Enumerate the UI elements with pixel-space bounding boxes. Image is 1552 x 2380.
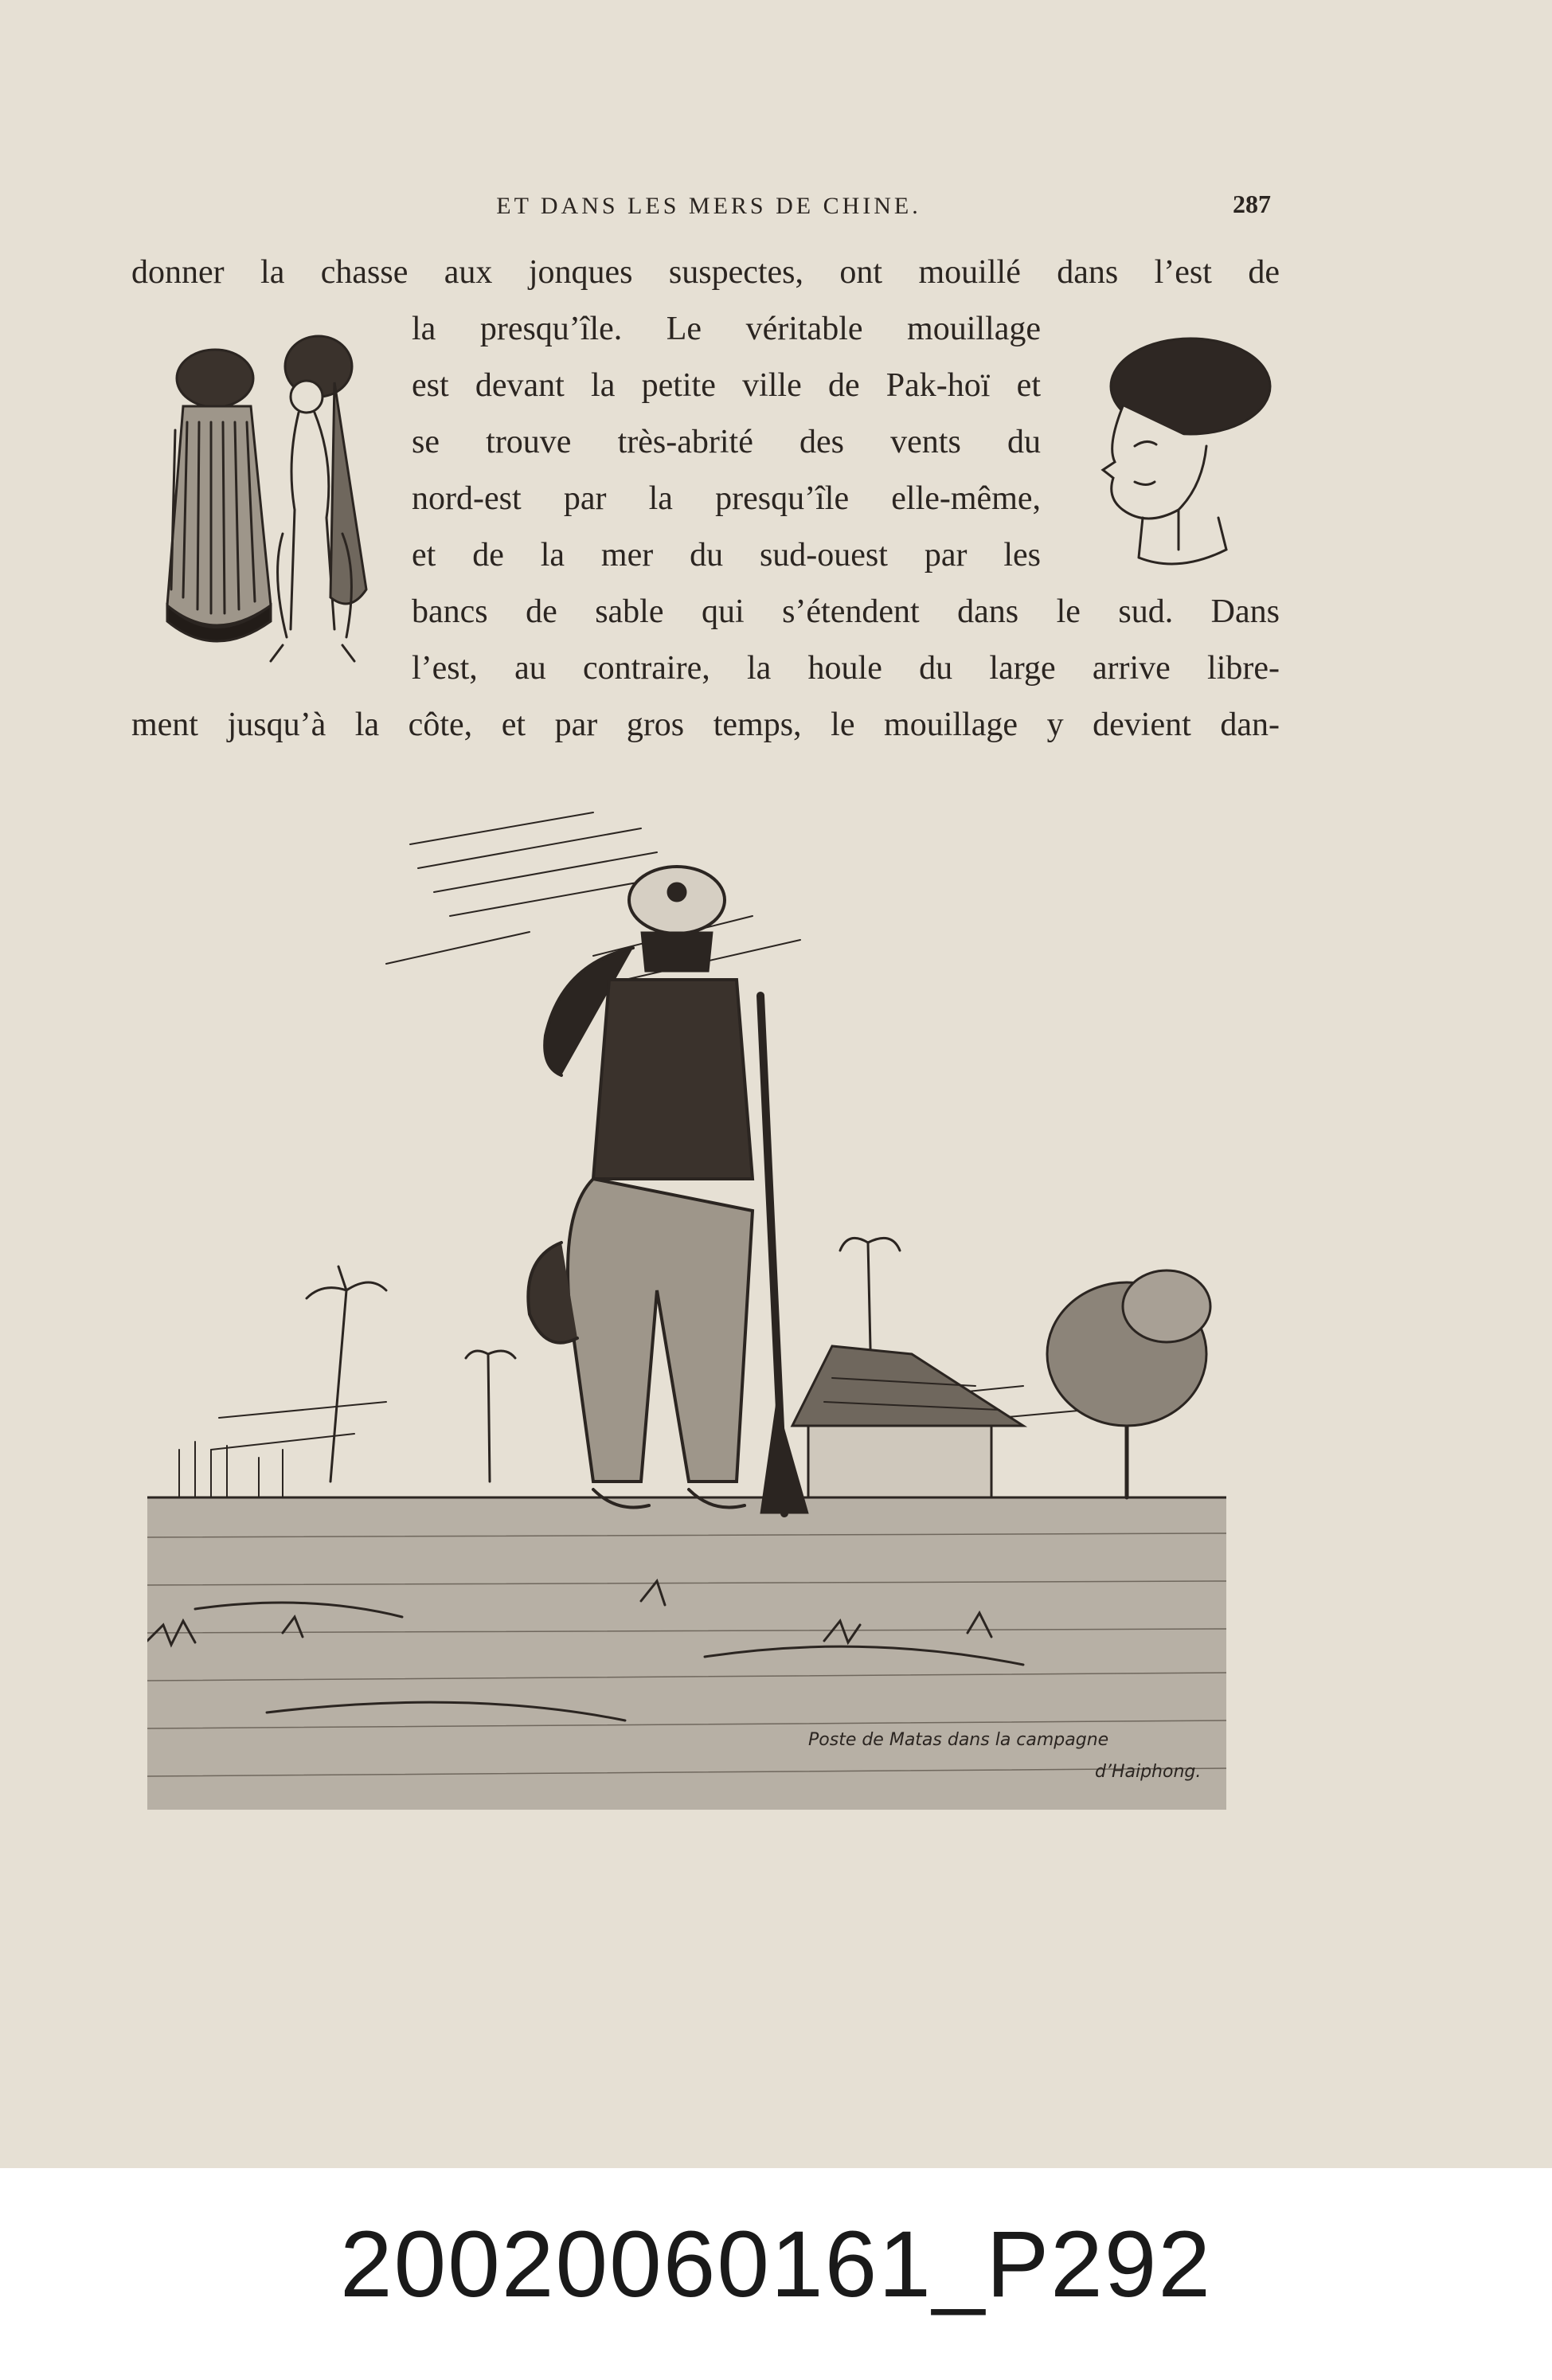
text-line-8: l’est, au contraire, la houle du large arrive libre- (412, 650, 1280, 687)
plate-illustration (147, 797, 1226, 1810)
plate-caption-line-2: d’Haiphong. (1095, 1762, 1202, 1782)
text-line-7: bancs de sable qui s’étendent dans le sud. Dans (412, 593, 1280, 630)
text-line-5: nord-est par la presqu’île elle-même, (412, 480, 1041, 517)
page-number: 287 (1233, 190, 1271, 218)
text-line-6: et de la mer du sud-ouest par les (412, 537, 1041, 573)
text-line-9: ment jusqu’à la côte, et par gros temps, le mouillage y devient dan- (131, 707, 1280, 743)
running-title: ET DANS LES MERS DE CHINE. (496, 193, 921, 219)
text-line-2: la presqu’île. Le véritable mouillage (412, 311, 1041, 347)
vignette-profile-head (1059, 319, 1282, 581)
text-line-4: se trouve très-abrité des vents du (412, 424, 1041, 460)
vignette-bundle-carriers (151, 335, 390, 677)
plate-caption-line-1: Poste de Matas dans la campagne (808, 1730, 1109, 1750)
accession-id: 20020060161_P292 (339, 2212, 1213, 2317)
text-line-3: est devant la petite ville de Pak-hoï et (412, 367, 1041, 404)
text-line-1: donner la chasse aux jonques suspectes, ont mouillé dans l’est de (131, 254, 1280, 291)
